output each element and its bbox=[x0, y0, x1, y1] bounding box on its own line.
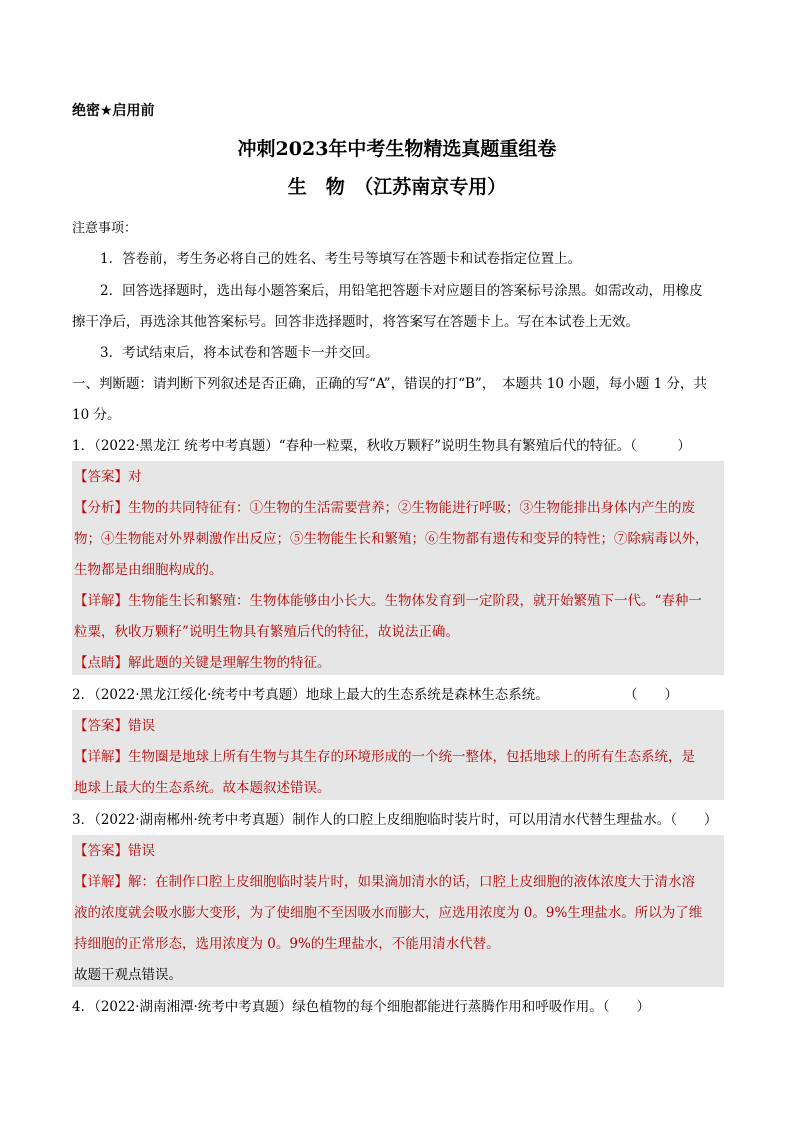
answer-line bbox=[74, 717, 155, 735]
notes-heading: 注意事项： bbox=[72, 221, 138, 236]
detail-text: 地球上最大的生态系统。故本题叙述错误。 bbox=[74, 780, 331, 796]
answer-tag: 【答案】 bbox=[74, 843, 128, 859]
page-title: 冲刺2023年中考生物精选真题重组卷 bbox=[237, 138, 557, 160]
detail-text: 故题干观点错误。 bbox=[74, 967, 182, 983]
question-stem: 1．（2022·黑龙江 统考中考真题）“春种一粒粟，秋收万颗籽”说明生物具有繁殖后代的特征。（ ） bbox=[72, 438, 691, 454]
point-tag: 【点睛】 bbox=[74, 655, 128, 671]
point-text: 解此题的关键是理解生物的特征。 bbox=[128, 655, 331, 671]
answer-block bbox=[72, 710, 724, 800]
answer-value: 错误 bbox=[128, 843, 155, 859]
answer-line bbox=[74, 842, 155, 860]
notes-item: 擦干净后，再选涂其他答案标号。回答非选择题时，将答案写在答题卡上。写在本试卷上无效。 bbox=[72, 314, 639, 330]
question-stem: 4．（2022·湖南湘潭·统考中考真题）绿色植物的每个细胞都能进行蒸腾作用和呼吸作用。（ ） bbox=[72, 999, 651, 1015]
analysis-text: 生物的共同特征有：①生物的生活需要营养；②生物能进行呼吸；③生物能排出身体内产生的废 bbox=[128, 500, 695, 516]
answer-paren: （ ） bbox=[624, 687, 678, 703]
detail-text: 生物圈是地球上所有生物与其生存的环境形成的一个统一整体，包括地球上的所有生态系统，是 bbox=[128, 749, 695, 765]
answer-block bbox=[72, 461, 724, 675]
page-subtitle: 生 物 （江苏南京专用） bbox=[287, 176, 507, 198]
confidential-label: 绝密★启用前 bbox=[72, 103, 155, 119]
section-heading-cont: 10 分。 bbox=[72, 407, 121, 423]
detail-line bbox=[74, 748, 695, 766]
answer-tag: 【答案】 bbox=[74, 718, 128, 734]
analysis-text: 生物都是由细胞构成的。 bbox=[74, 562, 223, 578]
detail-text: 液的浓度就会吸水膨大变形，为了使细胞不至因吸水而膨大，应选用浓度为 0。9%生理盐水。所以为了维 bbox=[74, 905, 703, 921]
analysis-text: 物；④生物能对外界刺激作出反应；⑤生物能生长和繁殖；⑥生物都有遗传和变异的特性；⑦除病毒以外， bbox=[74, 531, 709, 547]
detail-tag: 【详解】 bbox=[74, 593, 128, 609]
detail-text: 持细胞的正常形态，选用浓度为 0。9%的生理盐水，不能用清水代替。 bbox=[74, 936, 500, 952]
detail-text: 解：在制作口腔上皮细胞临时装片时，如果滴加清水的话，口腔上皮细胞的液体浓度大于清水溶 bbox=[128, 874, 695, 890]
point-line bbox=[74, 654, 331, 672]
question-stem: 2．（2022·黑龙江绥化·统考中考真题）地球上最大的生态系统是森林生态系统。 bbox=[72, 687, 549, 703]
notes-item: 3．考试结束后，将本试卷和答题卡一并交回。 bbox=[100, 345, 379, 361]
notes-item: 1．答卷前，考生务必将自己的姓名、考生号等填写在答题卡和试卷指定位置上。 bbox=[100, 251, 582, 267]
notes-item: 2．回答选择题时，选出每小题答案后，用铅笔把答题卡对应题目的答案标号涂黑。如需改动，用橡皮 bbox=[100, 283, 703, 299]
analysis-tag: 【分析】 bbox=[74, 500, 128, 516]
detail-text: 生物能生长和繁殖：生物体能够由小长大。生物体发育到一定阶段，就开始繁殖下一代。“春种一 bbox=[128, 593, 702, 609]
analysis-line bbox=[74, 499, 695, 517]
detail-line bbox=[74, 592, 702, 610]
answer-line bbox=[74, 468, 142, 486]
section-heading: 一、判断题：请判断下列叙述是否正确，正确的写“A”，错误的打“B”， 本题共 10 小题，每小题 1 分，共 bbox=[72, 376, 707, 392]
detail-tag: 【详解】 bbox=[74, 749, 128, 765]
question-stem: 3．（2022·湖南郴州·统考中考真题）制作人的口腔上皮细胞临时装片时，可以用清水代替生理盐水。（ ） bbox=[72, 812, 718, 828]
answer-block bbox=[72, 835, 724, 987]
answer-value: 错误 bbox=[128, 718, 155, 734]
detail-tag: 【详解】 bbox=[74, 874, 128, 890]
detail-line bbox=[74, 873, 695, 891]
answer-tag: 【答案】 bbox=[74, 469, 128, 485]
answer-value: 对 bbox=[128, 469, 142, 485]
detail-text: 粒粟，秋收万颗籽”说明生物具有繁殖后代的特征，故说法正确。 bbox=[74, 624, 459, 640]
